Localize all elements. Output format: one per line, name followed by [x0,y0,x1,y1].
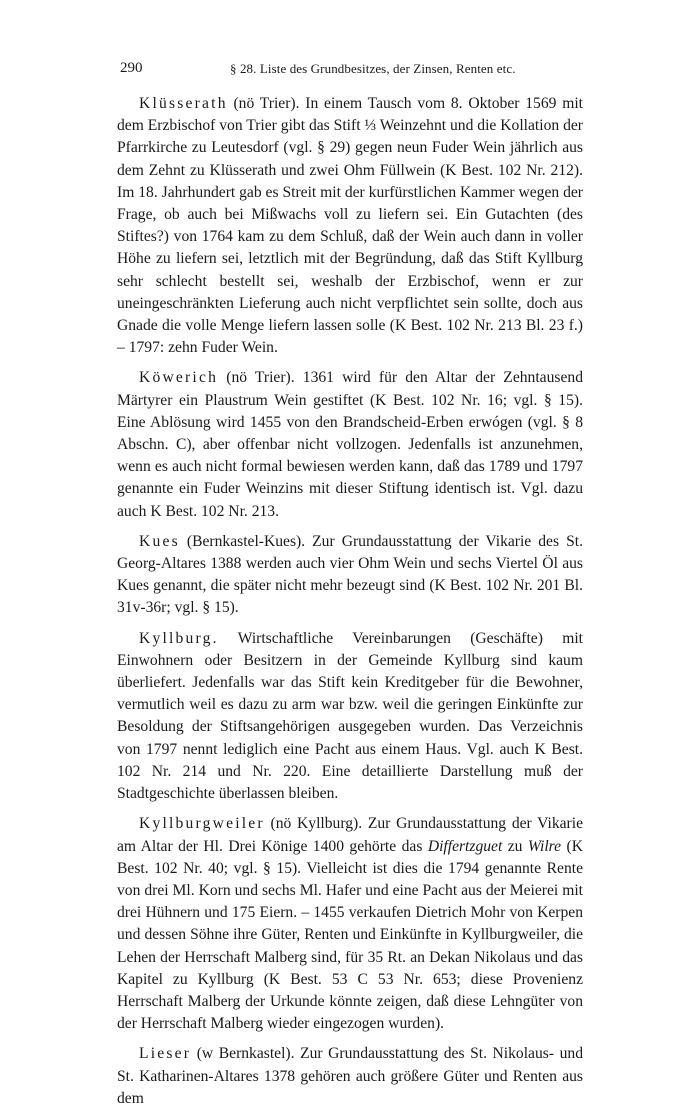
entry-paragraph [117,367,583,522]
entry-text: (nö Trier). In einem Tausch vom 8. Oktober 1569 mit dem Erzbischof von Trier gibt das Stift ⅓ Weinzehnt und die Kollation der Pfarrkirche zu Leutesdorf (vgl. § 29) gegen neun Fuder Wein jährlich aus dem Zehnt zu Klüsserath und zwei Ohm Füllwein (K Best. 102 Nr. 212). Im 18. Jahrhundert gab es Streit mit der kurfürstlichen Kammer wegen der Frage, ob auch bei Mißwachs voll zu liefern sei. Ein Gutachten (des Stiftes?) von 1764 kam zu dem Schluß, daß der Wein auch dann in voller Höhe zu liefern sei, letztlich mit der Begründung, daß das Stift Kyllburg sehr schlecht bestellt sei, weshalb der Erzbischof, wenn er zur uneingeschränkten Lieferung auch nicht verpflichtet sein sollte, doch aus Gnade die volle Menge liefern lassen solle (K Best. 102 Nr. 213 Bl. 23 f.) – 1797: zehn Fuder Wein. [117,95,583,357]
entry-paragraph [117,531,583,620]
entry-italic-term: Wilre [527,837,562,855]
entry-text: (nö Kyllburg). Zur Grundausstattung der Vikarie am Altar der Hl. Drei Könige 1400 gehörte das [117,815,583,855]
entry-paragraph [117,1043,583,1110]
body-text [117,93,583,1118]
entry-italic-term: Differtzguet [427,837,503,855]
running-head: § 28. Liste des Grundbesitzes, der Zinsen, Renten etc. [230,61,516,76]
page-number: 290 [120,60,143,76]
entry-text: (nö Trier). 1361 wird für den Altar der Zehntausend Märtyrer ein Plaustrum Wein gestiftet (K Best. 102 Nr. 16; vgl. § 15). Eine Ablösung wird 1455 von den Brandscheid-Erben erwógen (vgl. § 8 Abschn. C), aber offenbar nicht vollzogen. Jedenfalls ist anzunehmen, wenn es auch nicht formal bewiesen werden kann, daß das 1789 und 1797 genannte ein Fuder Weinzins mit dieser Stiftung identisch ist. Vgl. dazu auch K Best. 102 Nr. 213. [117,369,583,520]
entry-keyword: Köwerich [139,369,219,387]
entry-paragraph [117,813,583,1035]
entry-keyword: Kues [139,532,180,550]
entry-keyword: Kyllburgweiler [139,815,265,833]
entry-keyword: Kyllburg. [139,629,219,647]
entry-text: (w Bernkastel). Zur Grundausstattung des St. Nikolaus- und St. Katharinen-Altares 1378 gehören auch größere Güter und Renten aus dem [117,1045,583,1107]
entry-text: zu [502,837,528,855]
entry-keyword: Klüsserath [139,95,228,112]
entry-text: Wirtschaftliche Vereinbarungen (Geschäfte) mit Einwohnern oder Besitzern in der Gemeinde Kyllburg sind kaum überliefert. Jedenfalls war das Stift kein Kreditgeber für die Bewohner, vermutlich weil es dazu zu arm war bzw. weil die geringen Einkünfte zur Besoldung der Stiftsangehörigen ausgegeben wurden. Das Verzeichnis von 1797 nennt lediglich eine Pacht aus einem Haus. Vgl. auch K Best. 102 Nr. 214 und Nr. 220. Eine detaillierte Darstellung muß der Stadtgeschichte überlassen bleiben. [117,629,583,803]
entry-paragraph [117,93,583,359]
entry-text: (Bernkastel-Kues). Zur Grundausstattung der Vikarie des St. Georg-Altares 1388 werden auch vier Ohm Wein und sechs Viertel Öl aus Kues genannt, die später nicht mehr bezeugt sind (K Best. 102 Nr. 201 Bl. 31v-36r; vgl. § 15). [117,532,583,617]
entry-keyword: Lieser [139,1045,192,1063]
entry-text: (K Best. 102 Nr. 40; vgl. § 15). Vielleicht ist dies die 1794 genannte Rente von drei Ml. Korn und sechs Ml. Hafer und eine Pacht aus der Meierei mit drei Hühnern und 175 Eiern. – 1455 verkaufen Dietrich Mohr von Kerpen und dessen Söhne ihre Güter, Renten und Einkünfte in Kyllburgweiler, die Lehen der Herrschaft Malberg sind, für 35 Rt. an Dekan Nikolaus und das Kapitel zu Kyllburg (K Best. 53 C 53 Nr. 653; diese Provenienz Herrschaft Malberg der Urkunde könnte zeigen, daß diese Lehngüter von der Herrschaft Malberg wieder eingezogen wurden). [117,837,583,1033]
entry-paragraph [117,628,583,806]
